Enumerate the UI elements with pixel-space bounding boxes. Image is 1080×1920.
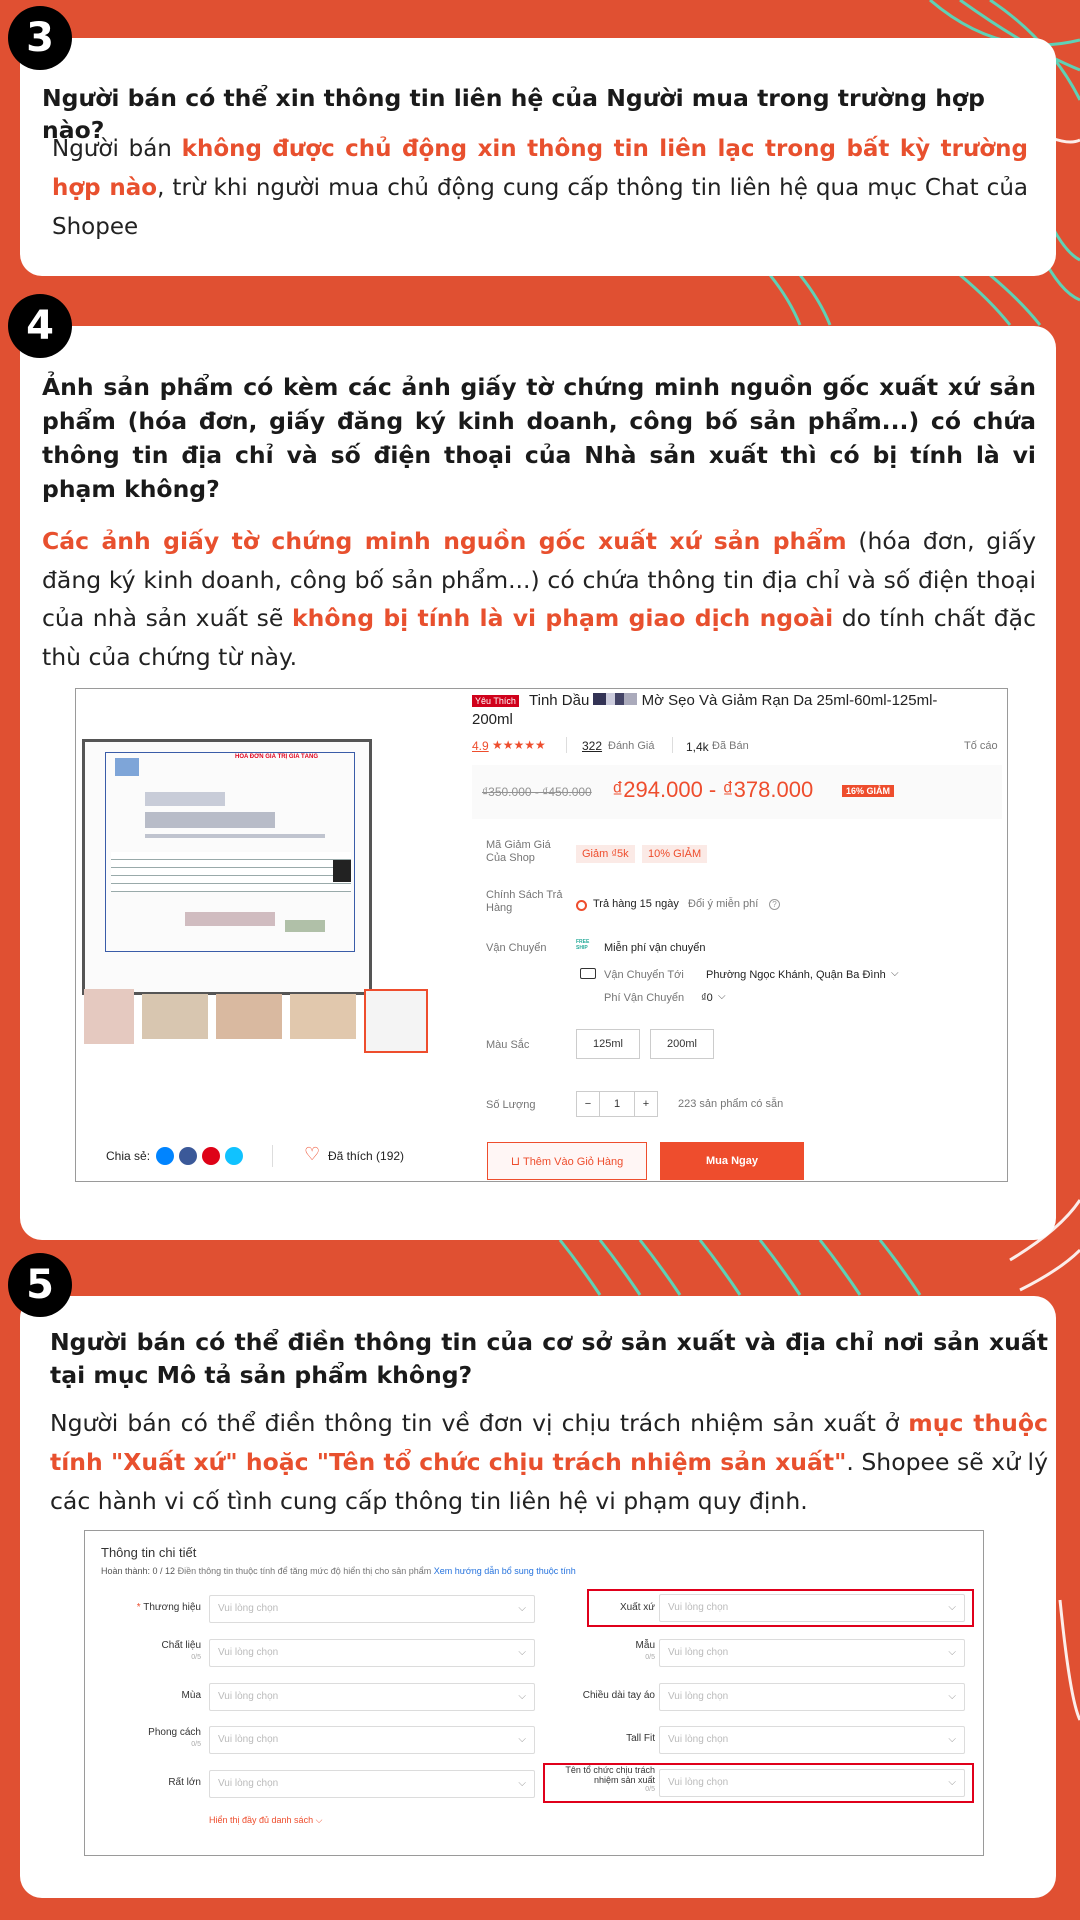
answer-highlight: không bị tính là vi phạm giao dịch ngoài (291, 604, 834, 632)
chevron-down-icon: ⌵ (518, 1647, 526, 1658)
thumbnail (84, 989, 134, 1044)
char-counter: 0/5 (191, 1654, 201, 1661)
select-pattern[interactable] (659, 1639, 965, 1667)
select-placeholder: Vui lòng chọn (668, 1691, 729, 1702)
report-link[interactable]: Tố cáo (964, 740, 998, 752)
divider (672, 737, 673, 753)
ship-to-value[interactable]: Phường Ngọc Khánh, Quận Ba Đình (706, 969, 886, 981)
truck-icon (580, 968, 596, 979)
field-label-pattern (555, 1640, 655, 1664)
heart-icon[interactable]: ♡ (304, 1144, 321, 1164)
cart-icon: ⊔ (510, 1154, 521, 1168)
faq-card-5 (20, 1296, 1056, 1898)
sold-count: 1,4k (686, 740, 709, 754)
price-panel (472, 765, 1002, 819)
answer-text-part: do tính chất đặc thù của chứng từ này. (42, 604, 1036, 671)
select-placeholder: Vui lòng chọn (218, 1734, 279, 1745)
stock-text: 223 sản phẩm có sẵn (678, 1098, 784, 1110)
option-200ml[interactable]: 200ml (650, 1029, 714, 1059)
return-icon (576, 900, 587, 911)
twitter-icon[interactable] (225, 1147, 243, 1165)
answer-text-part: Người bán có thể điền thông tin về đơn vị chịu trách nhiệm sản xuất ở (50, 1409, 909, 1437)
select-placeholder: Vui lòng chọn (218, 1691, 279, 1702)
rating-value: 4.9 (472, 739, 489, 753)
thumbnail-selected[interactable] (364, 989, 428, 1053)
ship-to-label: Vận Chuyển Tới (604, 969, 684, 981)
invoice-blur (185, 912, 275, 926)
discount-badge: 16% GIẢM (842, 785, 894, 797)
answer-highlight: không được chủ động xin thông tin liên lạc trong bất kỳ trường hợp nào (52, 136, 1028, 201)
select-style[interactable] (209, 1726, 535, 1754)
reviews-label: Đánh Giá (608, 740, 655, 752)
section-number-badge: 4 (8, 294, 72, 358)
thumbnail (290, 994, 356, 1039)
share-label: Chia sẻ: (106, 1149, 151, 1163)
help-icon[interactable]: ? (769, 899, 780, 910)
blurred-brand (593, 693, 637, 705)
section-number-badge: 3 (8, 6, 72, 70)
chevron-down-icon: ⌵ (948, 1734, 956, 1745)
ship-fee-label: Phí Vận Chuyển (604, 992, 685, 1004)
thumbnail (216, 994, 282, 1039)
select-responsible-org[interactable] (659, 1769, 965, 1797)
product-title-cont: 200ml (472, 711, 513, 728)
divider (272, 1145, 273, 1167)
answer-text (42, 522, 1036, 676)
thumbnail (142, 994, 208, 1039)
product-title (529, 692, 999, 709)
select-placeholder: Vui lòng chọn (668, 1734, 729, 1745)
add-to-cart-label: Thêm Vào Giỏ Hàng (522, 1156, 624, 1168)
char-counter: 0/5 (645, 1654, 655, 1661)
progress-text: Hoàn thành: 0 / 12 (101, 1566, 176, 1576)
field-label-text: nhiệm sản xuất (593, 1775, 655, 1785)
answer-text-part: , trừ khi người mua chủ động cung cấp thông tin liên hệ qua mục Chat của Shopee (52, 175, 1028, 240)
field-label-text: Chất liệu (161, 1640, 201, 1651)
field-label-material (105, 1640, 201, 1664)
product-title-part: Mờ Sẹo Và Giảm Rạn Da 25ml-60ml-125ml- (641, 692, 938, 709)
faq-card-3 (20, 38, 1056, 276)
field-label-style (105, 1727, 201, 1751)
product-page-screenshot (75, 688, 1008, 1182)
voucher-chip[interactable]: 10% GIẢM (642, 845, 707, 863)
show-all-label: Hiển thị đầy đủ danh sách (209, 1815, 314, 1825)
select-sleeve-length[interactable] (659, 1683, 965, 1711)
select-placeholder: Vui lòng chọn (668, 1647, 729, 1658)
chevron-down-icon: ⌵ (948, 1602, 956, 1613)
messenger-icon[interactable] (156, 1147, 174, 1165)
liked-count: Đã thích (192) (328, 1149, 405, 1163)
answer-text-part: . Shopee sẽ xử lý các hành vi cố tình cung cấp thông tin liên hệ vi phạm quy định. (50, 1448, 1048, 1515)
qty-plus-button[interactable]: + (634, 1091, 658, 1117)
pinterest-icon[interactable] (202, 1147, 220, 1165)
field-label-sleeve-length (535, 1690, 655, 1702)
select-placeholder: Vui lòng chọn (218, 1778, 279, 1789)
select-plus-size[interactable] (209, 1770, 535, 1798)
field-label-plus-size (105, 1777, 201, 1789)
field-label-text: Phong cách (148, 1727, 201, 1738)
char-counter: 0/5 (645, 1786, 655, 1793)
return-note: Đổi ý miễn phí (688, 898, 759, 910)
select-placeholder: Vui lòng chọn (668, 1602, 729, 1613)
section-number-badge: 5 (8, 1253, 72, 1317)
chevron-down-icon: ⌵ (518, 1691, 526, 1702)
reviews-count[interactable]: 322 (582, 739, 603, 753)
select-placeholder: Vui lòng chọn (218, 1647, 279, 1658)
question-title: Người bán có thể xin thông tin liên hệ của Người mua trong trường hợp nào? (42, 84, 985, 144)
invoice-blur (145, 812, 275, 828)
rating-stars: ★★★★★ (492, 738, 546, 752)
select-material[interactable] (209, 1639, 535, 1667)
field-label-tall-fit (555, 1733, 655, 1745)
chevron-down-icon: ⌵ (948, 1647, 956, 1658)
select-placeholder: Vui lòng chọn (218, 1603, 279, 1614)
show-all-link[interactable] (209, 1815, 322, 1826)
qty-minus-button[interactable]: − (576, 1091, 600, 1117)
field-label-text: Mẫu (635, 1640, 655, 1651)
answer-text (50, 1404, 1048, 1521)
field-label-responsible-org (525, 1765, 655, 1795)
free-ship-logo: FREE SHIP (576, 939, 590, 951)
question-title: Ảnh sản phẩm có kèm các ảnh giấy tờ chứng minh nguồn gốc xuất xứ sản phẩm (hóa đơn, giấy đăng ký kinh doanh, công bố sản phẩm...) có chứa thông tin địa chỉ và số điện thoại của Nhà sản xuất thì có bị tính là vi phạm không? (42, 373, 1036, 503)
chevron-down-icon: ⌵ (948, 1777, 956, 1788)
voucher-chip[interactable]: Giảm ₫5k (576, 845, 635, 863)
field-label-origin (555, 1602, 655, 1614)
hint-text: Điền thông tin thuộc tính để tăng mức độ hiển thị cho sản phẩm (177, 1566, 432, 1576)
select-season[interactable] (209, 1683, 535, 1711)
attribute-form-screenshot (84, 1530, 984, 1856)
answer-highlight: Các ảnh giấy tờ chứng minh nguồn gốc xuất xứ sản phẩm (42, 527, 847, 555)
ship-fee-value[interactable]: ₫0 (701, 992, 713, 1004)
invoice-blur (115, 758, 139, 776)
answer-text-part: Người bán (52, 136, 182, 162)
field-label-season (105, 1690, 201, 1702)
form-progress (101, 1566, 576, 1576)
free-ship-text: Miễn phí vận chuyển (604, 942, 706, 954)
field-label-text: Mùa (181, 1690, 201, 1701)
field-label-text: Rất lớn (168, 1777, 201, 1788)
chevron-down-icon: ⌵ (518, 1778, 526, 1789)
invoice-blur (285, 920, 325, 932)
shipping-label: Vận Chuyển (486, 942, 547, 954)
current-price: ₫294.000 - ₫378.000 (612, 777, 814, 802)
field-label-brand (105, 1602, 201, 1614)
select-tall-fit[interactable] (659, 1726, 965, 1754)
question-title: Người bán có thể điền thông tin của cơ sở sản xuất và địa chỉ nơi sản xuất tại mục Mô tả sản phẩm không? (50, 1328, 1048, 1389)
old-price: ₫350.000 - ₫450.000 (482, 785, 592, 799)
field-label-text: Tên tổ chức chịu trách (565, 1765, 655, 1775)
invoice-blur (145, 834, 325, 838)
voucher-label: Mã Giảm Giá Của Shop (486, 839, 551, 864)
facebook-icon[interactable] (179, 1147, 197, 1165)
divider (566, 737, 567, 753)
qty-input[interactable]: 1 (599, 1091, 635, 1117)
chevron-down-icon: ⌵ (518, 1734, 526, 1745)
char-counter: 0/5 (191, 1741, 201, 1748)
invoice-image (82, 739, 372, 995)
field-label-text: Thương hiệu (143, 1602, 201, 1613)
invoice-blur (333, 860, 351, 882)
form-title: Thông tin chi tiết (101, 1545, 197, 1560)
invoice-title: HÓA ĐƠN GIÁ TRỊ GIA TĂNG (235, 754, 319, 760)
qty-label: Số Lượng (486, 1099, 536, 1111)
select-brand[interactable] (209, 1595, 535, 1623)
color-label: Màu Sắc (486, 1039, 530, 1051)
chevron-down-icon: ⌵ (948, 1691, 956, 1702)
product-title-part: Tinh Dầu (529, 692, 590, 709)
favorite-badge: Yêu Thích (472, 695, 519, 707)
field-label-text: Tall Fit (626, 1733, 655, 1744)
answer-text (52, 130, 1028, 247)
select-origin[interactable] (659, 1594, 965, 1622)
faq-card-4 (20, 326, 1056, 1240)
return-value: Trả hàng 15 ngày (593, 898, 679, 910)
option-125ml[interactable]: 125ml (576, 1029, 640, 1059)
required-mark: * (136, 1602, 141, 1613)
answer-text-part: (hóa đơn, giấy đăng ký kinh doanh, công bố sản phẩm...) có chứa thông tin địa chỉ và số điện thoại của nhà sản xuất sẽ (42, 527, 1036, 632)
field-label-text: Xuất xứ (619, 1602, 655, 1613)
add-to-cart-button[interactable] (487, 1142, 647, 1180)
chevron-down-icon[interactable]: ⌵ (891, 968, 899, 979)
invoice-blur (145, 792, 225, 806)
chevron-down-icon: ⌵ (315, 1815, 323, 1825)
buy-now-button[interactable]: Mua Ngay (660, 1142, 804, 1180)
sold-label: Đã Bán (712, 740, 749, 752)
return-label: Chính Sách Trả Hàng (486, 889, 563, 914)
select-placeholder: Vui lòng chọn (668, 1777, 729, 1788)
chevron-down-icon: ⌵ (518, 1603, 526, 1614)
invoice-blur (111, 852, 351, 892)
field-label-text: Chiều dài tay áo (582, 1690, 655, 1701)
chevron-down-icon[interactable]: ⌵ (718, 991, 726, 1002)
guide-link[interactable]: Xem hướng dẫn bổ sung thuộc tính (433, 1566, 576, 1576)
answer-highlight: mục thuộc tính "Xuất xứ" hoặc "Tên tổ chức chịu trách nhiệm sản xuất" (50, 1409, 1048, 1476)
